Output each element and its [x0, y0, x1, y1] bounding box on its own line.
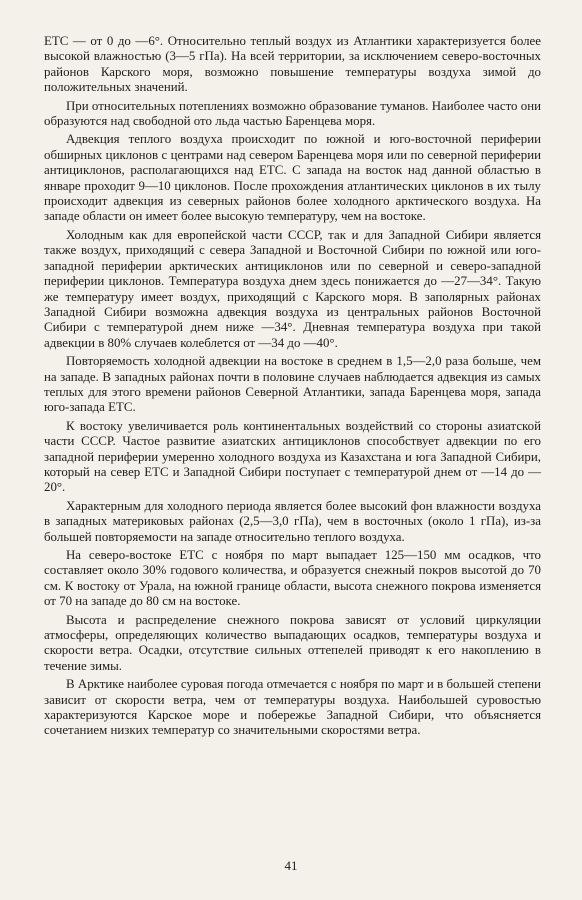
page-number: 41 [284, 858, 298, 873]
paragraph: Характерным для холодного периода является более высокий фон влажности воздуха в западных материковых районах (2,5—3,0 гПа), чем в восточных (около 1 гПа), из-за большей повторяемости на западе относительно теплого воздуха. [44, 498, 541, 544]
paragraph: В Арктике наиболее суровая погода отмечается с ноября по март и в большей степени зависит от скорости ветра, чем от температуры воздуха. Наибольшей суровостью характеризуются Карское море и побережье Западной Сибири, что объясняется сочетанием низких температур со значительными скоростями ветра. [44, 677, 541, 738]
paragraph: ЕТС — от 0 до —6°. Относительно теплый воздух из Атлантики характеризуется более высокой влажностью (3—5 гПа). На всей территории, за исключением северо-восточных районов Карского моря, возможно повышение температуры воздуха зимой до положительных значений. [44, 34, 541, 95]
paragraph: На северо-востоке ЕТС с ноября по март выпадает 125—150 мм осадков, что составляет около 30% годового количества, и образуется снежный покров высотой до 70 см. К востоку от Урала, на южной границе области, высота снежного покрова изменяется от 70 на западе до 80 см на востоке. [44, 548, 541, 609]
paragraph: К востоку увеличивается роль континентальных воздействий со стороны азиатской части СССР. Частое развитие азиатских антициклонов способствует адвекции по его западной периферии умеренно холодного воздуха из Казахстана и юга Западной Сибири, который на север ЕТС и Западной Сибири поступает с температурой днем от —14 до —20°. [44, 418, 541, 495]
paragraph: Повторяемость холодной адвекции на востоке в среднем в 1,5—2,0 раза больше, чем на западе. В западных районах почти в половине случаев наблюдается адвекция из самых теплых для этого времени районов Северной Атлантики, запада Баренцева моря, запада юго-запада ЕТС. [44, 354, 541, 415]
paragraph: Высота и распределение снежного покрова зависят от условий циркуляции атмосферы, определяющих количество выпадающих осадков, температуры воздуха и скорости ветра. Осадки, отсутствие сильных оттепелей приводят к его накоплению в течение зимы. [44, 612, 541, 673]
paragraph: При относительных потеплениях возможно образование туманов. Наиболее часто они образуются над свободной ото льда частью Баренцева моря. [44, 98, 541, 129]
paragraph: Холодным как для европейской части СССР, так и для Западной Сибири является также воздух, приходящий с севера Западной и Восточной Сибири по южной или юго-западной периферии арктических антициклонов или по северной и северо-западной периферии циклонов. Температура воздуха днем здесь понижается до —27—34°. Такую же температуру имеет воздух, приходящий с Карского моря. В заполярных районах Западной Сибири возможна адвекция воздуха из центральных районов Восточной Сибири с температурой днем ниже —34°. Дневная температура воздуха при такой адвекции в 80% случаев колеблется от —34 до —40°. [44, 227, 541, 350]
paragraph: Адвекция теплого воздуха происходит по южной и юго-восточной периферии обширных циклонов с центрами над севером Баренцева моря или по северной периферии антициклонов, располагающихся над ЕТС. С запада на восток над данной областью в январе проходит 9—10 циклонов. После прохождения атлантических циклонов в их тылу происходит адвекция из северных районов более холодного арктического воздуха. На западе области он имеет более высокую температуру, чем на востоке. [44, 132, 541, 224]
page-body [44, 34, 541, 742]
